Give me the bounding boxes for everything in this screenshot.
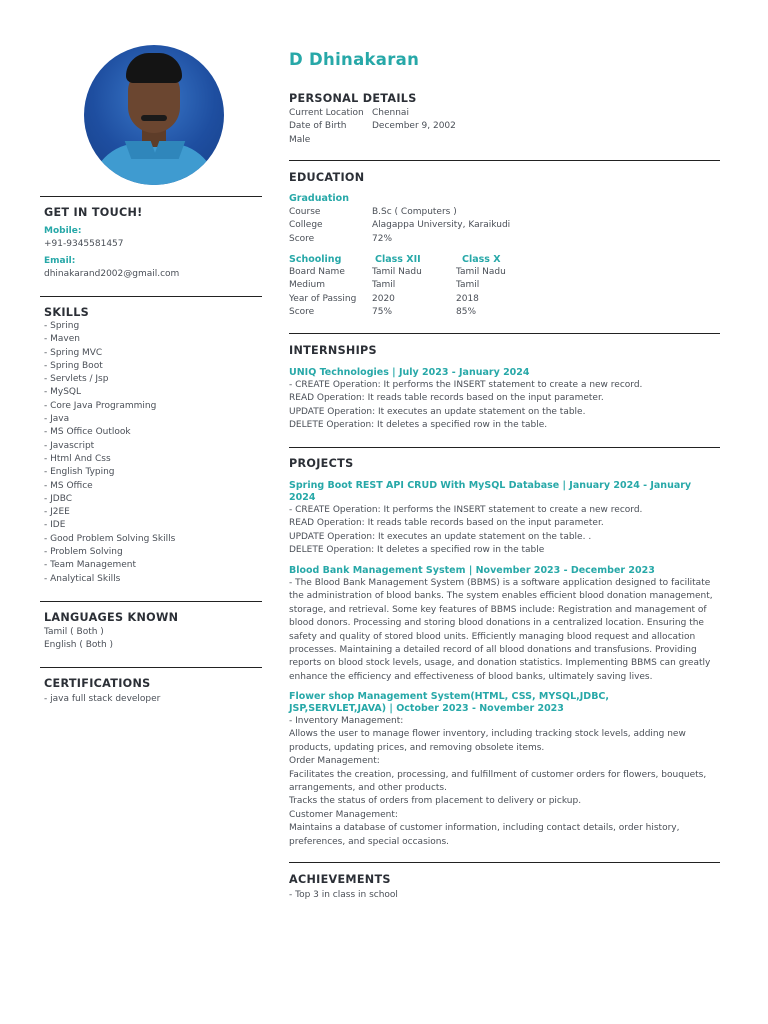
score-value: 72% [372, 233, 393, 244]
contact-title: GET IN TOUCH! [44, 206, 143, 219]
candidate-name: D Dhinakaran [289, 50, 420, 69]
project-line: Order Management: [289, 756, 380, 767]
table-row [289, 266, 720, 279]
class-xii-cell: 75% [372, 307, 393, 318]
skill-item: - Team Management [44, 560, 137, 571]
college-value: Alagappa University, Karaikudi [372, 220, 511, 231]
skill-item: - Spring [44, 321, 80, 331]
internship-line: - CREATE Operation: It performs the INSERT statement to create a new record. [289, 380, 643, 390]
project-line: products, updating prices, and removing obsolete items. [289, 742, 545, 753]
skills-title: SKILLS [44, 306, 90, 319]
divider [289, 862, 720, 863]
internship-heading: UNIQ Technologies | July 2023 - January 2024 [289, 367, 530, 378]
skill-item: - Problem Solving [44, 547, 123, 558]
email-label: Email: [44, 256, 76, 266]
internship-description [289, 379, 720, 433]
divider [289, 160, 720, 161]
project-line: Allows the user to manage flower inventory, including tracking stock levels, adding new [289, 729, 686, 740]
divider [40, 196, 262, 197]
skill-item: - IDE [44, 520, 66, 531]
project-line: Facilitates the creation, processing, and fulfillment of customer orders for flowers, bouquets, [289, 769, 707, 780]
row-label: Medium [289, 280, 325, 291]
project-line: - Inventory Management: [289, 716, 404, 726]
email-address[interactable]: dhinakarand2002@gmail.com [44, 269, 180, 279]
languages-title: LANGUAGES KNOWN [44, 611, 179, 624]
mobile-number[interactable]: +91-9345581457 [44, 239, 124, 249]
skill-item: - Javascript [44, 440, 95, 451]
skill-item: - Html And Css [44, 453, 111, 464]
skill-item: - Maven [44, 334, 80, 345]
row-label: Year of Passing [289, 293, 357, 304]
table-row [289, 293, 720, 306]
skill-item: - MySQL [44, 387, 82, 398]
project-heading: Blood Bank Management System | November 2023 - December 2023 [289, 565, 655, 576]
project-line: Tracks the status of orders from placement to delivery or pickup. [289, 796, 582, 807]
project-line: DELETE Operation: It deletes a specified row in the table [289, 545, 545, 556]
row-label: Score [289, 307, 315, 318]
internship-line: UPDATE Operation: It executes an update statement on the table. [289, 406, 586, 417]
dob-value: December 9, 2002 [372, 121, 456, 132]
project-heading-line: Flower shop Management System(HTML, CSS, MYSQL,JDBC, [289, 691, 610, 702]
class-x-cell: Tamil Nadu [456, 267, 506, 277]
internship-line: DELETE Operation: It deletes a specified row in the table. [289, 420, 548, 431]
personal-details [289, 107, 720, 147]
skill-item: - Java [44, 414, 70, 425]
personal-details-title: PERSONAL DETAILS [289, 92, 417, 105]
class-x-cell: 85% [456, 307, 477, 318]
class-xii-cell: Tamil [372, 280, 396, 291]
project-description [289, 504, 720, 558]
divider [40, 667, 262, 668]
skill-item: - Spring MVC [44, 347, 103, 358]
achievement-item: - Top 3 in class in school [289, 890, 398, 900]
class-xii-label: Class XII [375, 254, 421, 265]
project-line: preferences, and special occasions. [289, 836, 450, 847]
divider [289, 447, 720, 448]
class-x-cell: Tamil [456, 280, 480, 291]
skill-item: - JDBC [44, 493, 72, 504]
project-heading [289, 691, 609, 715]
project-line: - CREATE Operation: It performs the INSERT statement to create a new record. [289, 505, 643, 515]
dob-label: Date of Birth [289, 121, 347, 132]
project-line: blood donors. Processing and storing blood donations in a centralized location. Ensuring the [289, 618, 704, 629]
project-line: READ Operation: It reads table records based on the input parameter. [289, 518, 604, 529]
internships-title: INTERNSHIPS [289, 344, 377, 357]
location-value: Chennai [372, 108, 409, 118]
skill-item: - J2EE [44, 507, 70, 518]
row-label: Board Name [289, 267, 345, 277]
languages-list [44, 626, 113, 653]
course-value: B.Sc ( Computers ) [372, 207, 457, 217]
divider [289, 333, 720, 334]
class-x-cell: 2018 [456, 293, 479, 304]
graduation-details [289, 206, 720, 246]
project-line: processes. Maintaining a detailed record of all blood donations and transfusions. Providing [289, 645, 697, 656]
divider [40, 296, 262, 297]
project-description [289, 715, 720, 849]
class-xii-cell: 2020 [372, 293, 395, 304]
course-label: Course [289, 207, 321, 217]
schooling-header [289, 254, 720, 265]
projects-title: PROJECTS [289, 457, 354, 470]
project-heading-line: JSP,SERVLET,JAVA) | October 2023 - November 2023 [289, 703, 564, 714]
table-row [289, 306, 720, 319]
class-x-label: Class X [462, 254, 501, 265]
project-line: arrangements, and other products. [289, 783, 447, 794]
achievements-title: ACHIEVEMENTS [289, 873, 391, 886]
project-heading: Spring Boot REST API CRUD With MySQL Database | January 2024 - January 2024 [289, 480, 692, 503]
project-line: Maintains a database of customer information, including contact details, order history, [289, 823, 680, 834]
divider [40, 601, 262, 602]
skill-item: - Spring Boot [44, 360, 103, 371]
skills-list [44, 320, 175, 586]
language-item: Tamil ( Both ) [44, 627, 104, 637]
education-title: EDUCATION [289, 171, 365, 184]
language-item: English ( Both ) [44, 640, 114, 651]
gender-value: Male [289, 134, 311, 145]
skill-item: - Core Java Programming [44, 400, 157, 411]
certification-item: - java full stack developer [44, 694, 161, 704]
college-label: College [289, 220, 323, 231]
internship-line: READ Operation: It reads table records based on the input parameter. [289, 393, 604, 404]
project-description [289, 577, 720, 684]
table-row [289, 279, 720, 292]
project-line: storage, and retrieval. Some key features of BBMS include: Registration and management of [289, 604, 707, 615]
graduation-label: Graduation [289, 193, 349, 204]
location-label: Current Location [289, 108, 364, 118]
project-line: reports on blood stock levels, usage, and donation statistics. Implementing BBMS can greatly [289, 658, 711, 669]
schooling-table [289, 266, 720, 320]
schooling-label: Schooling [289, 254, 342, 265]
mobile-label: Mobile: [44, 226, 82, 236]
profile-photo [84, 45, 224, 185]
project-line: safety and quality of stored blood units. Efficiently managing blood request and allocation [289, 631, 696, 642]
project-line: Customer Management: [289, 809, 398, 820]
skill-item: - English Typing [44, 467, 115, 478]
project-line: the administration of blood banks. The system enables efficient blood donation management, [289, 591, 713, 602]
certifications-title: CERTIFICATIONS [44, 677, 151, 690]
project-line: enhance the efficiency and effectiveness of blood banks, ultimately saving lives. [289, 671, 653, 682]
skill-item: - Analytical Skills [44, 573, 121, 584]
score-label: Score [289, 233, 315, 244]
project-line: UPDATE Operation: It executes an update statement on the table. . [289, 531, 592, 542]
skill-item: - MS Office [44, 480, 93, 491]
skill-item: - Good Problem Solving Skills [44, 533, 176, 544]
skill-item: - MS Office Outlook [44, 427, 131, 438]
project-line: - The Blood Bank Management System (BBMS) is a software application designed to facilitate [289, 578, 711, 588]
class-xii-cell: Tamil Nadu [372, 267, 422, 277]
skill-item: - Servlets / Jsp [44, 374, 109, 385]
